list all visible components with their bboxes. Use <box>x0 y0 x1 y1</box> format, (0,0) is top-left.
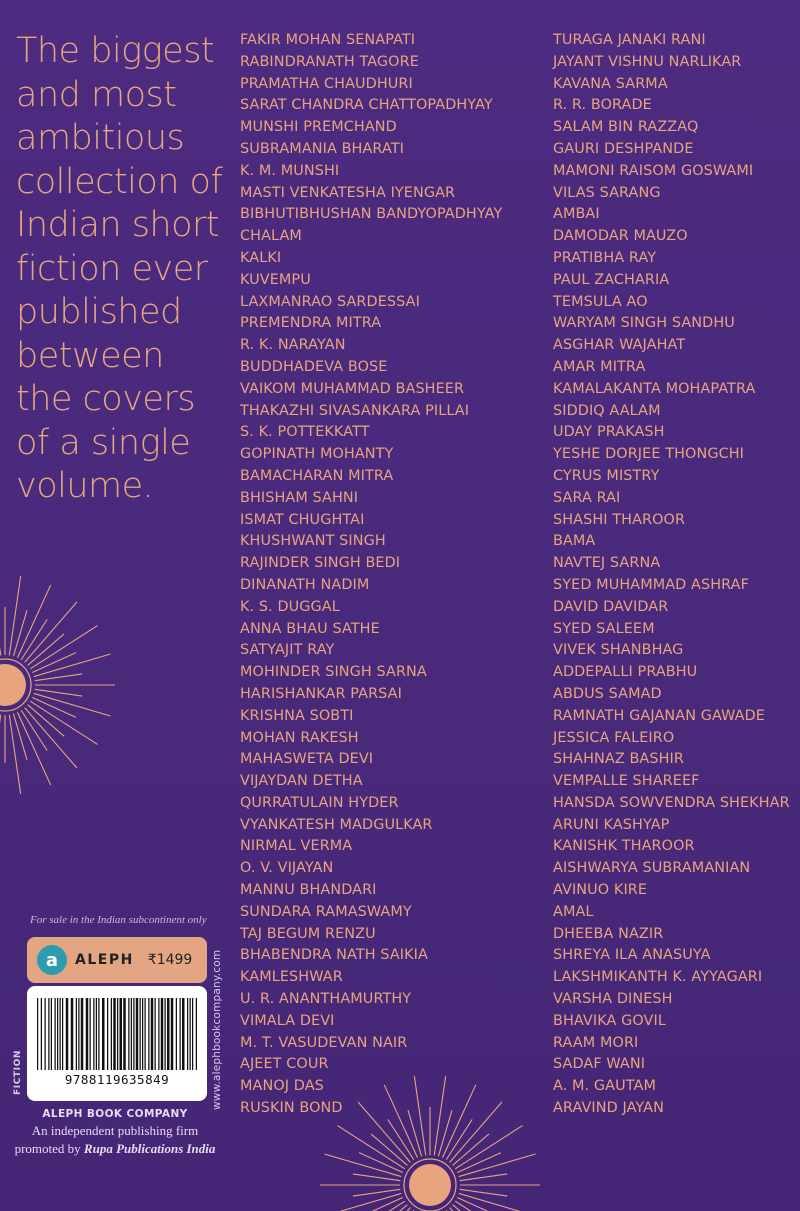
author-name: MASTI VENKATESHA IYENGAR <box>240 184 456 201</box>
tagline-line: and most <box>16 74 177 115</box>
sun-ray <box>453 1205 489 1211</box>
barcode-bar <box>158 998 159 1070</box>
tagline-line: the covers <box>16 379 196 419</box>
barcode-bar <box>180 998 181 1070</box>
author-name: AISHWARYA SUBRAMANIAN <box>553 860 751 877</box>
author-name: MOHAN RAKESH <box>240 729 359 746</box>
tagline-line: collection of <box>16 161 223 202</box>
barcode-bar <box>90 998 91 1070</box>
author-name: PREMENDRA MITRA <box>240 315 382 332</box>
author-name: TEMSULA AO <box>553 293 648 310</box>
author-name: KALKI <box>240 249 282 266</box>
author-name: SIDDIQ AALAM <box>553 402 661 419</box>
barcode-bar <box>145 998 146 1070</box>
author-name: MANNU BHANDARI <box>240 882 377 899</box>
author-name: SYED SALEEM <box>553 620 655 637</box>
author-name: AMAR MITRA <box>553 358 646 375</box>
barcode-bar <box>161 998 164 1070</box>
sun-ray <box>353 1189 401 1196</box>
author-name: DAVID DAVIDAR <box>553 598 669 615</box>
barcode-bar <box>98 998 99 1070</box>
tagline-line: of a single <box>16 422 191 463</box>
author-name: SARAT CHANDRA CHATTOPADHYAY <box>240 97 493 114</box>
author-name: JAYANT VISHNU NARLIKAR <box>553 53 742 70</box>
author-name: VAIKOM MUHAMMAD BASHEER <box>240 380 465 397</box>
sun-ray <box>459 1154 536 1177</box>
author-name: PRATIBHA RAY <box>553 249 657 266</box>
barcode-bar <box>165 998 166 1070</box>
barcode-bar <box>66 998 69 1070</box>
sun-ray <box>13 714 27 760</box>
author-name: RAMNATH GAJANAN GAWADE <box>553 707 765 724</box>
barcode-bar <box>41 998 42 1070</box>
tagline-line: ambitious <box>16 118 185 158</box>
author-name: WARYAM SINGH SANDHU <box>553 315 735 332</box>
author-name: KRISHNA SOBTI <box>240 707 354 724</box>
author-name: AMAL <box>553 903 594 920</box>
barcode-bar <box>136 998 139 1070</box>
author-name: BHAVIKA GOVIL <box>553 1012 666 1029</box>
aleph-logo-icon <box>37 945 67 975</box>
barcode-bar <box>60 998 61 1070</box>
tagline <box>16 30 226 509</box>
author-name: KANISHK THAROOR <box>553 838 695 855</box>
author-name: KAMALAKANTA MOHAPATRA <box>553 380 756 397</box>
sale-territory-note: For sale in the Indian subcontinent only <box>30 914 207 926</box>
sun-ray <box>34 693 111 716</box>
author-name: ADDEPALLI PRABHU <box>553 664 698 681</box>
author-name: LAKSHMIKANTH K. AYYAGARI <box>553 969 763 986</box>
sun-ray <box>388 1119 414 1159</box>
sun-ray <box>371 1205 407 1211</box>
author-name: ARUNI KASHYAP <box>553 816 670 833</box>
author-name: SHASHI THAROOR <box>553 511 686 528</box>
author-name: QURRATULAIN HYDER <box>240 794 399 811</box>
author-name: ABDUS SAMAD <box>553 685 662 702</box>
publisher-promoted-by <box>10 1140 220 1158</box>
barcode-bar <box>45 998 46 1070</box>
barcode-bar <box>107 998 108 1070</box>
author-name: CYRUS MISTRY <box>553 467 660 484</box>
author-name: KAMLESHWAR <box>240 969 343 986</box>
barcode-bar <box>187 998 188 1070</box>
promoted-prefix: promoted by <box>14 1141 84 1156</box>
sun-ray <box>460 1189 508 1196</box>
barcode-bar <box>76 998 77 1070</box>
author-name: MAHASWETA DEVI <box>240 751 374 768</box>
barcode-bar <box>148 998 149 1070</box>
author-name: R. K. NARAYAN <box>240 337 346 354</box>
barcode-label <box>27 986 207 1101</box>
tagline-line: between <box>16 335 164 376</box>
author-name: KAVANA SARMA <box>553 75 668 92</box>
author-name: AMBAI <box>553 206 600 223</box>
author-name: VARSHA DINESH <box>553 991 673 1008</box>
barcode-bar <box>140 998 141 1070</box>
sun-ray <box>337 1126 404 1169</box>
barcode-bar <box>123 998 126 1070</box>
sun-ray <box>324 1193 401 1211</box>
barcode-bar <box>196 998 197 1070</box>
barcode-bar <box>37 998 38 1070</box>
publisher-name: ALEPH BOOK COMPANY <box>42 1108 188 1120</box>
sun-ray <box>460 1174 508 1181</box>
author-name: SHREYA ILA ANASUYA <box>553 947 711 964</box>
author-name: O. V. VIJAYAN <box>240 860 334 877</box>
barcode-bar <box>142 998 143 1070</box>
author-list-left <box>240 30 502 1120</box>
barcode-bar <box>131 998 132 1070</box>
author-name: KUVEMPU <box>240 271 311 288</box>
barcode-bar <box>57 998 58 1070</box>
sun-ray <box>30 626 97 669</box>
sun-ray <box>35 689 83 696</box>
author-name: VYANKATESH MADGULKAR <box>240 816 433 833</box>
author-name: ISMAT CHUGHTAI <box>240 511 365 528</box>
author-name: RAJINDER SINGH BEDI <box>240 555 401 572</box>
barcode-bar <box>167 998 170 1070</box>
author-name: RUSKIN BOND <box>240 1100 343 1117</box>
author-name: VEMPALLE SHAREEF <box>553 773 700 790</box>
author-name: R. R. BORADE <box>553 97 652 114</box>
author-name: BUDDHADEVA BOSE <box>240 358 388 375</box>
promoted-name: Rupa Publications India <box>83 1141 216 1156</box>
sun-ray <box>0 715 1 794</box>
sun-ray <box>9 576 20 655</box>
barcode-bar <box>62 998 63 1070</box>
sun-ray <box>13 610 27 656</box>
sun-ray <box>35 674 83 681</box>
author-name: MOHINDER SINGH SARNA <box>240 664 427 681</box>
sun-ray <box>25 708 77 768</box>
publisher-block <box>10 1106 220 1158</box>
sun-ray <box>25 602 77 662</box>
author-name: ASGHAR WAJAHAT <box>553 337 686 354</box>
barcode-bar <box>96 998 97 1070</box>
author-name: THAKAZHI SIVASANKARA PILLAI <box>240 402 470 419</box>
sun-ray <box>21 619 47 659</box>
barcode-bar <box>81 998 84 1070</box>
barcode-bar <box>102 998 105 1070</box>
author-name: MAMONI RAISOM GOSWAMI <box>553 162 754 179</box>
isbn-number: 9788119635849 <box>64 1072 170 1087</box>
sun-core <box>409 1164 451 1206</box>
tagline-line: The biggest <box>16 31 215 71</box>
barcode-bar <box>117 998 118 1070</box>
barcode-bar <box>133 998 134 1070</box>
author-name: PRAMATHA CHAUDHURI <box>240 75 413 92</box>
author-name: NIRMAL VERMA <box>240 838 353 855</box>
author-name: DAMODAR MAUZO <box>553 228 688 245</box>
author-name: AJEET COUR <box>240 1056 329 1073</box>
author-name: DHEEBA NAZIR <box>553 925 664 942</box>
author-name: K. M. MUNSHI <box>240 162 340 179</box>
barcode-bar <box>155 998 156 1070</box>
author-name: LAXMANRAO SARDESSAI <box>240 293 420 310</box>
author-name: KHUSHWANT SINGH <box>240 533 386 550</box>
author-name: U. R. ANANTHAMURTHY <box>240 991 412 1008</box>
sun-ray <box>9 715 20 794</box>
author-name: SHAHNAZ BASHIR <box>553 751 684 768</box>
sun-ray <box>0 576 1 655</box>
author-name: TAJ BEGUM RENZU <box>240 925 376 942</box>
barcode-bar <box>113 998 116 1070</box>
sun-ray <box>459 1193 536 1211</box>
author-name: RAAM MORI <box>553 1034 639 1051</box>
sun-ray <box>353 1174 401 1181</box>
barcode-bar <box>192 998 193 1070</box>
author-name: SALAM BIN RAZZAQ <box>553 119 699 136</box>
barcode-bar <box>93 998 94 1070</box>
author-name: BAMACHARAN MITRA <box>240 467 394 484</box>
author-name: SUBRAMANIA BHARATI <box>240 140 405 157</box>
barcode-bar <box>176 998 177 1070</box>
sun-ray <box>455 1126 522 1169</box>
author-name: FAKIR MOHAN SENAPATI <box>240 32 416 48</box>
author-name: ANNA BHAU SATHE <box>240 620 380 637</box>
author-name: VILAS SARANG <box>553 184 661 201</box>
sun-ray <box>324 1154 401 1177</box>
author-name: M. T. VASUDEVAN NAIR <box>240 1034 408 1051</box>
website-url: www.alephbookcompany.com <box>211 949 223 1110</box>
brand-name: ALEPH <box>75 952 134 968</box>
barcode-bar <box>71 998 74 1070</box>
author-name: SARA RAI <box>553 489 621 506</box>
tagline-line: volume. <box>16 466 154 506</box>
author-name: ARAVIND JAYAN <box>553 1100 664 1117</box>
author-name: HANSDA SOWVENDRA SHEKHAR <box>553 794 790 811</box>
author-name: RABINDRANATH TAGORE <box>240 53 419 70</box>
sunburst-left-icon <box>0 570 120 800</box>
author-name: MANOJ DAS <box>240 1078 324 1095</box>
author-name: AVINUO KIRE <box>553 882 648 899</box>
barcode-bar <box>48 998 49 1070</box>
author-name: A. M. GAUTAM <box>553 1078 656 1095</box>
author-name: GOPINATH MOHANTY <box>240 446 394 463</box>
barcode-bar <box>111 998 112 1070</box>
author-name: UDAY PRAKASH <box>553 424 665 441</box>
author-name: YESHE DORJEE THONGCHI <box>553 446 744 463</box>
sun-core <box>0 664 26 706</box>
author-list-right <box>553 30 790 1120</box>
author-name: TURAGA JANAKI RANI <box>553 32 706 48</box>
author-name: GAURI DESHPANDE <box>553 140 694 157</box>
author-name: BHABENDRA NATH SAIKIA <box>240 947 428 964</box>
barcode-bar <box>128 998 129 1070</box>
author-name: SYED MUHAMMAD ASHRAF <box>553 576 749 593</box>
author-name: SADAF WANI <box>553 1056 646 1073</box>
author-name: S. K. POTTEKKATT <box>240 424 370 441</box>
barcode-bar <box>171 998 174 1070</box>
price: ₹1499 <box>147 952 193 968</box>
barcode-bar <box>51 998 52 1070</box>
author-name: SUNDARA RAMASWAMY <box>240 903 412 920</box>
tagline-line: Indian short <box>16 205 220 245</box>
author-name: BAMA <box>553 533 596 550</box>
price-label <box>27 937 207 983</box>
barcode-bar <box>55 998 56 1070</box>
author-name: MUNSHI PREMCHAND <box>240 119 397 136</box>
author-name: BIBHUTIBHUSHAN BANDYOPADHYAY <box>240 206 503 223</box>
author-name: CHALAM <box>240 228 302 245</box>
sun-ray <box>21 710 47 750</box>
barcode-bar <box>86 998 89 1070</box>
author-name: NAVTEJ SARNA <box>553 555 661 572</box>
tagline-line: published <box>16 292 182 332</box>
author-name: HARISHANKAR PARSAI <box>240 685 402 702</box>
author-name: BHISHAM SAHNI <box>240 489 359 506</box>
author-name: DINANATH NADIM <box>240 576 370 593</box>
barcode-bar <box>151 998 154 1070</box>
author-name: JESSICA FALEIRO <box>553 729 675 746</box>
barcode-bar <box>182 998 185 1070</box>
sun-ray <box>446 1119 472 1159</box>
author-name: VIMALA DEVI <box>240 1012 335 1029</box>
author-name: VIJAYDAN DETHA <box>240 773 363 790</box>
genre-label: FICTION <box>13 1050 23 1095</box>
publisher-tagline: An independent publishing firm <box>31 1123 199 1138</box>
barcode-bar <box>190 998 191 1070</box>
tagline-line: fiction ever <box>16 248 208 289</box>
barcode-icon <box>35 998 199 1073</box>
logo-letter: a <box>45 949 59 971</box>
author-name: K. S. DUGGAL <box>240 598 340 615</box>
barcode-bar <box>78 998 79 1070</box>
author-name: SATYAJIT RAY <box>240 642 335 659</box>
author-name: VIVEK SHANBHAG <box>553 642 684 659</box>
sun-ray <box>34 654 111 677</box>
barcode-bar <box>120 998 123 1070</box>
sun-ray <box>30 701 97 744</box>
author-name: PAUL ZACHARIA <box>553 271 670 288</box>
